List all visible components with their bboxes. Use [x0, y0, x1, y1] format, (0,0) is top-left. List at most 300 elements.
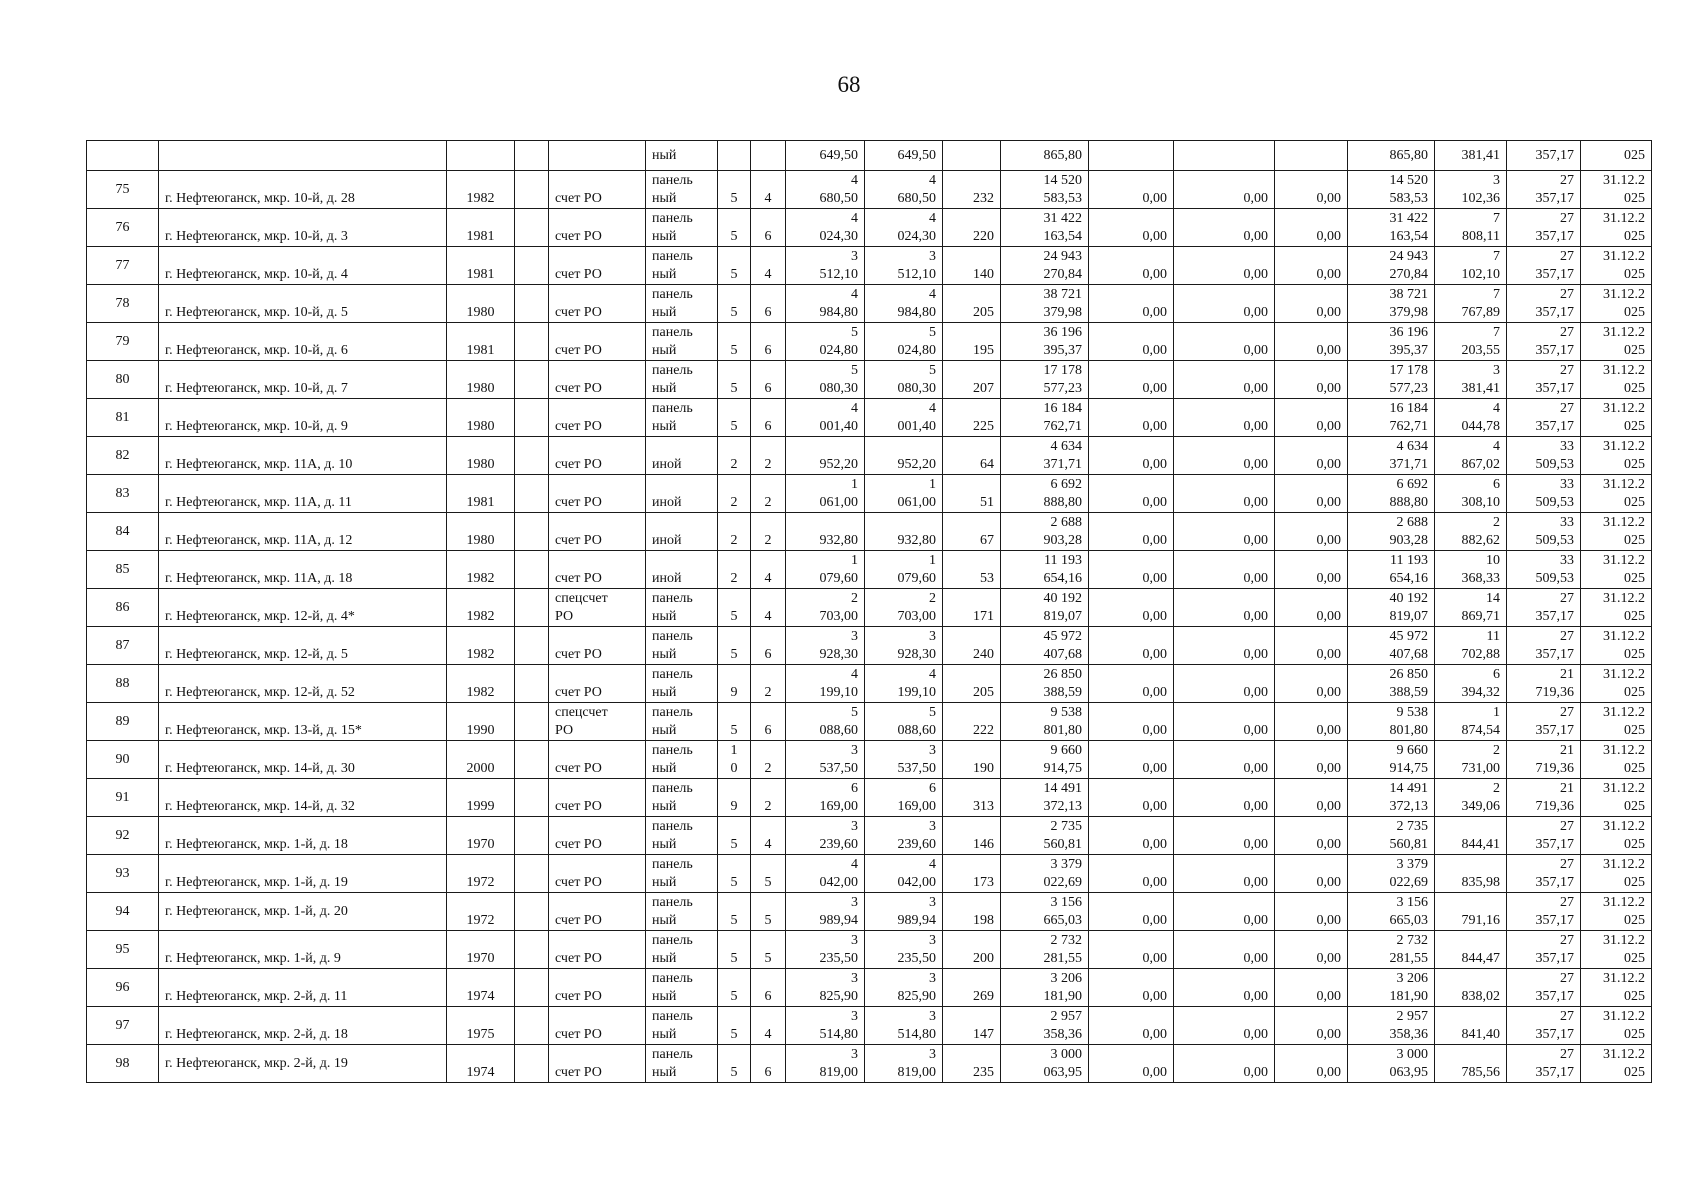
- table-row: [87, 247, 1652, 285]
- empty-cell: [515, 551, 549, 589]
- zero-cell: 0,00: [1174, 1007, 1275, 1045]
- cost-total-cell: 2 732 281,55: [1001, 931, 1089, 969]
- zero-cell: 0,00: [1089, 589, 1174, 627]
- entrances-cell: 5: [751, 893, 786, 931]
- wall-material-cell: иной: [646, 475, 718, 513]
- row-number-cell: 91: [87, 779, 159, 817]
- cost-total-cell: 40 192 819,07: [1001, 589, 1089, 627]
- cost-total-cell: 31 422 163,54: [1001, 209, 1089, 247]
- wall-material-cell: панель ный: [646, 665, 718, 703]
- wall-material-cell: панель ный: [646, 817, 718, 855]
- limit-cell: 27 357,17: [1507, 817, 1581, 855]
- floors-cell: 5: [718, 323, 751, 361]
- zero-cell: 0,00: [1174, 323, 1275, 361]
- limit-cell: 21 719,36: [1507, 779, 1581, 817]
- wall-material-cell: панель ный: [646, 361, 718, 399]
- fund-cell: счет РО: [549, 665, 646, 703]
- area-living-cell: 3 825,90: [865, 969, 943, 1007]
- cost-fund-cell: 14 520 583,53: [1348, 171, 1435, 209]
- area-total-cell: 4 984,80: [786, 285, 865, 323]
- table-row: [87, 399, 1652, 437]
- cost-fund-cell: 45 972 407,68: [1348, 627, 1435, 665]
- table-row: [87, 931, 1652, 969]
- floors-cell: 5: [718, 1007, 751, 1045]
- zero-cell: 0,00: [1089, 513, 1174, 551]
- address-cell: г. Нефтеюганск, мкр. 2-й, д. 18: [159, 1007, 447, 1045]
- empty-cell: [515, 589, 549, 627]
- zero-cell: 0,00: [1174, 589, 1275, 627]
- area-living-cell: 4 984,80: [865, 285, 943, 323]
- area-living-cell: 3 819,00: [865, 1045, 943, 1083]
- fund-cell: счет РО: [549, 399, 646, 437]
- floors-cell: 5: [718, 855, 751, 893]
- deadline-cell: 31.12.2 025: [1581, 475, 1652, 513]
- cost-per-unit-cell: 2 349,06: [1435, 779, 1507, 817]
- address-cell: г. Нефтеюганск, мкр. 10-й, д. 4: [159, 247, 447, 285]
- cell: 865,80: [1348, 141, 1435, 171]
- table-row: [87, 779, 1652, 817]
- cost-total-cell: 9 660 914,75: [1001, 741, 1089, 779]
- residents-cell: 195: [943, 323, 1001, 361]
- zero-cell: 0,00: [1275, 893, 1348, 931]
- table-row-continued: [87, 141, 1652, 171]
- year-cell: 1981: [447, 209, 515, 247]
- cost-total-cell: 36 196 395,37: [1001, 323, 1089, 361]
- floors-cell: 5: [718, 247, 751, 285]
- year-cell: 2000: [447, 741, 515, 779]
- entrances-cell: 6: [751, 285, 786, 323]
- address-cell: г. Нефтеюганск, мкр. 10-й, д. 9: [159, 399, 447, 437]
- row-number-cell: 88: [87, 665, 159, 703]
- empty-cell: [515, 1007, 549, 1045]
- entrances-cell: 6: [751, 399, 786, 437]
- deadline-cell: 31.12.2 025: [1581, 741, 1652, 779]
- wall-material-cell: панель ный: [646, 1007, 718, 1045]
- wall-material-cell: панель ный: [646, 171, 718, 209]
- zero-cell: 0,00: [1174, 741, 1275, 779]
- year-cell: 1970: [447, 817, 515, 855]
- area-total-cell: 3 239,60: [786, 817, 865, 855]
- entrances-cell: 2: [751, 779, 786, 817]
- table-row: [87, 437, 1652, 475]
- limit-cell: 27 357,17: [1507, 285, 1581, 323]
- cost-fund-cell: 14 491 372,13: [1348, 779, 1435, 817]
- zero-cell: 0,00: [1174, 361, 1275, 399]
- floors-cell: 1 0: [718, 741, 751, 779]
- fund-cell: счет РО: [549, 969, 646, 1007]
- row-number-cell: 81: [87, 399, 159, 437]
- area-total-cell: 2 703,00: [786, 589, 865, 627]
- address-cell: г. Нефтеюганск, мкр. 2-й, д. 19: [159, 1045, 447, 1083]
- table-row: [87, 323, 1652, 361]
- limit-cell: 27 357,17: [1507, 627, 1581, 665]
- limit-cell: 27 357,17: [1507, 589, 1581, 627]
- table-row: [87, 285, 1652, 323]
- empty-cell: [515, 247, 549, 285]
- cell: [1275, 141, 1348, 171]
- row-number-cell: 77: [87, 247, 159, 285]
- year-cell: 1982: [447, 627, 515, 665]
- fund-cell: счет РО: [549, 551, 646, 589]
- fund-cell: счет РО: [549, 437, 646, 475]
- zero-cell: 0,00: [1089, 247, 1174, 285]
- cost-total-cell: 38 721 379,98: [1001, 285, 1089, 323]
- cost-fund-cell: 40 192 819,07: [1348, 589, 1435, 627]
- deadline-cell: 31.12.2 025: [1581, 437, 1652, 475]
- limit-cell: 27 357,17: [1507, 171, 1581, 209]
- year-cell: 1982: [447, 589, 515, 627]
- empty-cell: [515, 285, 549, 323]
- address-cell: г. Нефтеюганск, мкр. 11А, д. 18: [159, 551, 447, 589]
- zero-cell: 0,00: [1089, 931, 1174, 969]
- cost-per-unit-cell: 4 867,02: [1435, 437, 1507, 475]
- address-cell: г. Нефтеюганск, мкр. 14-й, д. 30: [159, 741, 447, 779]
- row-number-cell: 95: [87, 931, 159, 969]
- entrances-cell: 5: [751, 931, 786, 969]
- fund-cell: счет РО: [549, 171, 646, 209]
- wall-material-cell: панель ный: [646, 741, 718, 779]
- fund-cell: счет РО: [549, 1045, 646, 1083]
- row-number-cell: 78: [87, 285, 159, 323]
- floors-cell: 5: [718, 703, 751, 741]
- cost-per-unit-cell: 791,16: [1435, 893, 1507, 931]
- limit-cell: 33 509,53: [1507, 437, 1581, 475]
- table-row: [87, 855, 1652, 893]
- deadline-cell: 31.12.2 025: [1581, 817, 1652, 855]
- deadline-cell: 31.12.2 025: [1581, 779, 1652, 817]
- residents-cell: 173: [943, 855, 1001, 893]
- cost-total-cell: 2 735 560,81: [1001, 817, 1089, 855]
- area-living-cell: 3 235,50: [865, 931, 943, 969]
- empty-cell: [515, 209, 549, 247]
- fund-cell: счет РО: [549, 741, 646, 779]
- area-living-cell: 952,20: [865, 437, 943, 475]
- limit-cell: 33 509,53: [1507, 475, 1581, 513]
- cell: 865,80: [1001, 141, 1089, 171]
- address-cell: г. Нефтеюганск, мкр. 10-й, д. 6: [159, 323, 447, 361]
- zero-cell: 0,00: [1089, 969, 1174, 1007]
- cell: [718, 141, 751, 171]
- zero-cell: 0,00: [1275, 171, 1348, 209]
- cost-total-cell: 24 943 270,84: [1001, 247, 1089, 285]
- cost-per-unit-cell: 7 102,10: [1435, 247, 1507, 285]
- wall-material-cell: панель ный: [646, 627, 718, 665]
- deadline-cell: 31.12.2 025: [1581, 209, 1652, 247]
- year-cell: 1974: [447, 969, 515, 1007]
- cost-total-cell: 9 538 801,80: [1001, 703, 1089, 741]
- area-living-cell: 932,80: [865, 513, 943, 551]
- limit-cell: 21 719,36: [1507, 665, 1581, 703]
- cost-total-cell: 3 206 181,90: [1001, 969, 1089, 1007]
- address-cell: г. Нефтеюганск, мкр. 11А, д. 10: [159, 437, 447, 475]
- cost-per-unit-cell: 6 394,32: [1435, 665, 1507, 703]
- cost-total-cell: 14 491 372,13: [1001, 779, 1089, 817]
- cost-fund-cell: 11 193 654,16: [1348, 551, 1435, 589]
- fund-cell: счет РО: [549, 817, 646, 855]
- fund-cell: счет РО: [549, 513, 646, 551]
- empty-cell: [515, 741, 549, 779]
- cost-per-unit-cell: 7 767,89: [1435, 285, 1507, 323]
- zero-cell: 0,00: [1174, 1045, 1275, 1083]
- cost-per-unit-cell: 7 203,55: [1435, 323, 1507, 361]
- wall-material-cell: панель ный: [646, 589, 718, 627]
- wall-material-cell: панель ный: [646, 247, 718, 285]
- zero-cell: 0,00: [1089, 285, 1174, 323]
- table-row: [87, 1045, 1652, 1083]
- residents-cell: 140: [943, 247, 1001, 285]
- zero-cell: 0,00: [1089, 741, 1174, 779]
- area-total-cell: 4 199,10: [786, 665, 865, 703]
- year-cell: 1980: [447, 513, 515, 551]
- zero-cell: 0,00: [1089, 361, 1174, 399]
- cost-per-unit-cell: 2 731,00: [1435, 741, 1507, 779]
- cost-total-cell: 6 692 888,80: [1001, 475, 1089, 513]
- zero-cell: 0,00: [1275, 627, 1348, 665]
- area-living-cell: 4 042,00: [865, 855, 943, 893]
- cost-total-cell: 3 379 022,69: [1001, 855, 1089, 893]
- year-cell: 1975: [447, 1007, 515, 1045]
- zero-cell: 0,00: [1275, 1007, 1348, 1045]
- zero-cell: 0,00: [1174, 817, 1275, 855]
- fund-cell: счет РО: [549, 361, 646, 399]
- table-row: [87, 893, 1652, 931]
- row-number-cell: 86: [87, 589, 159, 627]
- floors-cell: 5: [718, 285, 751, 323]
- zero-cell: 0,00: [1275, 475, 1348, 513]
- zero-cell: 0,00: [1275, 551, 1348, 589]
- row-number-cell: 97: [87, 1007, 159, 1045]
- area-living-cell: 4 024,30: [865, 209, 943, 247]
- limit-cell: 27 357,17: [1507, 969, 1581, 1007]
- cell: [447, 141, 515, 171]
- cell: [751, 141, 786, 171]
- residents-cell: 198: [943, 893, 1001, 931]
- floors-cell: 5: [718, 893, 751, 931]
- deadline-cell: 31.12.2 025: [1581, 513, 1652, 551]
- empty-cell: [515, 171, 549, 209]
- address-cell: г. Нефтеюганск, мкр. 10-й, д. 28: [159, 171, 447, 209]
- year-cell: 1980: [447, 437, 515, 475]
- empty-cell: [515, 475, 549, 513]
- limit-cell: 27 357,17: [1507, 323, 1581, 361]
- floors-cell: 9: [718, 779, 751, 817]
- limit-cell: 27 357,17: [1507, 1045, 1581, 1083]
- entrances-cell: 4: [751, 817, 786, 855]
- row-number-cell: 89: [87, 703, 159, 741]
- cost-fund-cell: 4 634 371,71: [1348, 437, 1435, 475]
- row-number-cell: 75: [87, 171, 159, 209]
- cost-fund-cell: 9 660 914,75: [1348, 741, 1435, 779]
- year-cell: 1972: [447, 855, 515, 893]
- zero-cell: 0,00: [1089, 437, 1174, 475]
- zero-cell: 0,00: [1174, 627, 1275, 665]
- cost-fund-cell: 36 196 395,37: [1348, 323, 1435, 361]
- entrances-cell: 6: [751, 703, 786, 741]
- zero-cell: 0,00: [1174, 399, 1275, 437]
- zero-cell: 0,00: [1275, 437, 1348, 475]
- address-cell: г. Нефтеюганск, мкр. 10-й, д. 7: [159, 361, 447, 399]
- table-row: [87, 209, 1652, 247]
- fund-cell: счет РО: [549, 931, 646, 969]
- deadline-cell: 31.12.2 025: [1581, 931, 1652, 969]
- wall-material-cell: иной: [646, 437, 718, 475]
- row-number-cell: 83: [87, 475, 159, 513]
- empty-cell: [515, 627, 549, 665]
- address-cell: г. Нефтеюганск, мкр. 10-й, д. 3: [159, 209, 447, 247]
- entrances-cell: 5: [751, 855, 786, 893]
- floors-cell: 2: [718, 513, 751, 551]
- cost-fund-cell: 3 206 181,90: [1348, 969, 1435, 1007]
- cost-total-cell: 14 520 583,53: [1001, 171, 1089, 209]
- area-living-cell: 5 080,30: [865, 361, 943, 399]
- cell: 649,50: [865, 141, 943, 171]
- entrances-cell: 4: [751, 551, 786, 589]
- zero-cell: 0,00: [1174, 437, 1275, 475]
- cost-per-unit-cell: 785,56: [1435, 1045, 1507, 1083]
- table-row: [87, 1007, 1652, 1045]
- cost-per-unit-cell: 3 381,41: [1435, 361, 1507, 399]
- table-row: [87, 817, 1652, 855]
- year-cell: 1980: [447, 361, 515, 399]
- fund-cell: счет РО: [549, 247, 646, 285]
- entrances-cell: 4: [751, 247, 786, 285]
- entrances-cell: 6: [751, 969, 786, 1007]
- table-row: [87, 969, 1652, 1007]
- area-total-cell: 3 989,94: [786, 893, 865, 931]
- fund-cell: счет РО: [549, 285, 646, 323]
- area-total-cell: 1 061,00: [786, 475, 865, 513]
- entrances-cell: 2: [751, 437, 786, 475]
- year-cell: 1982: [447, 171, 515, 209]
- entrances-cell: 6: [751, 627, 786, 665]
- cost-per-unit-cell: 844,47: [1435, 931, 1507, 969]
- fund-cell: спецсчет РО: [549, 703, 646, 741]
- address-cell: г. Нефтеюганск, мкр. 1-й, д. 18: [159, 817, 447, 855]
- year-cell: 1981: [447, 475, 515, 513]
- cost-per-unit-cell: 3 102,36: [1435, 171, 1507, 209]
- table-row: [87, 171, 1652, 209]
- residents-cell: 171: [943, 589, 1001, 627]
- zero-cell: 0,00: [1275, 323, 1348, 361]
- cost-fund-cell: 16 184 762,71: [1348, 399, 1435, 437]
- cost-fund-cell: 6 692 888,80: [1348, 475, 1435, 513]
- zero-cell: 0,00: [1275, 1045, 1348, 1083]
- area-total-cell: 4 024,30: [786, 209, 865, 247]
- cell: [1089, 141, 1174, 171]
- table-row: [87, 513, 1652, 551]
- row-number-cell: 96: [87, 969, 159, 1007]
- table-row: [87, 627, 1652, 665]
- zero-cell: 0,00: [1275, 855, 1348, 893]
- cost-total-cell: 3 156 665,03: [1001, 893, 1089, 931]
- zero-cell: 0,00: [1174, 551, 1275, 589]
- empty-cell: [515, 399, 549, 437]
- empty-cell: [515, 779, 549, 817]
- row-number-cell: 85: [87, 551, 159, 589]
- cell: [515, 141, 549, 171]
- zero-cell: 0,00: [1275, 741, 1348, 779]
- zero-cell: 0,00: [1174, 893, 1275, 931]
- fund-cell: счет РО: [549, 627, 646, 665]
- zero-cell: 0,00: [1174, 703, 1275, 741]
- year-cell: 1990: [447, 703, 515, 741]
- wall-material-cell: панель ный: [646, 703, 718, 741]
- area-living-cell: 1 079,60: [865, 551, 943, 589]
- floors-cell: 5: [718, 1045, 751, 1083]
- table-row: [87, 665, 1652, 703]
- zero-cell: 0,00: [1275, 931, 1348, 969]
- zero-cell: 0,00: [1275, 969, 1348, 1007]
- zero-cell: 0,00: [1089, 779, 1174, 817]
- limit-cell: 27 357,17: [1507, 361, 1581, 399]
- entrances-cell: 2: [751, 665, 786, 703]
- deadline-cell: 31.12.2 025: [1581, 589, 1652, 627]
- area-living-cell: 3 928,30: [865, 627, 943, 665]
- zero-cell: 0,00: [1275, 513, 1348, 551]
- wall-material-cell: панель ный: [646, 893, 718, 931]
- limit-cell: 27 357,17: [1507, 247, 1581, 285]
- zero-cell: 0,00: [1174, 513, 1275, 551]
- wall-material-cell: панель ный: [646, 779, 718, 817]
- table-row: [87, 551, 1652, 589]
- deadline-cell: 31.12.2 025: [1581, 1045, 1652, 1083]
- residents-cell: 205: [943, 285, 1001, 323]
- zero-cell: 0,00: [1089, 703, 1174, 741]
- cost-total-cell: 45 972 407,68: [1001, 627, 1089, 665]
- zero-cell: 0,00: [1089, 627, 1174, 665]
- year-cell: 1974: [447, 1045, 515, 1083]
- wall-material-cell: панель ный: [646, 931, 718, 969]
- cost-fund-cell: 31 422 163,54: [1348, 209, 1435, 247]
- cost-total-cell: 17 178 577,23: [1001, 361, 1089, 399]
- address-cell: г. Нефтеюганск, мкр. 11А, д. 12: [159, 513, 447, 551]
- area-total-cell: 5 088,60: [786, 703, 865, 741]
- cost-per-unit-cell: 14 869,71: [1435, 589, 1507, 627]
- address-cell: г. Нефтеюганск, мкр. 11А, д. 11: [159, 475, 447, 513]
- area-total-cell: 5 024,80: [786, 323, 865, 361]
- area-total-cell: 4 001,40: [786, 399, 865, 437]
- area-living-cell: 1 061,00: [865, 475, 943, 513]
- address-cell: г. Нефтеюганск, мкр. 12-й, д. 4*: [159, 589, 447, 627]
- zero-cell: 0,00: [1275, 817, 1348, 855]
- cost-fund-cell: 26 850 388,59: [1348, 665, 1435, 703]
- zero-cell: 0,00: [1275, 247, 1348, 285]
- limit-cell: 33 509,53: [1507, 513, 1581, 551]
- empty-cell: [515, 817, 549, 855]
- residents-cell: 313: [943, 779, 1001, 817]
- zero-cell: 0,00: [1174, 171, 1275, 209]
- area-total-cell: 3 512,10: [786, 247, 865, 285]
- wall-material-cell: иной: [646, 551, 718, 589]
- year-cell: 1981: [447, 247, 515, 285]
- register-body: [87, 141, 1652, 1083]
- row-number-cell: 82: [87, 437, 159, 475]
- cell: 381,41: [1435, 141, 1507, 171]
- cost-total-cell: 2 688 903,28: [1001, 513, 1089, 551]
- cell: 025: [1581, 141, 1652, 171]
- deadline-cell: 31.12.2 025: [1581, 665, 1652, 703]
- cost-total-cell: 11 193 654,16: [1001, 551, 1089, 589]
- floors-cell: 2: [718, 475, 751, 513]
- cost-fund-cell: 24 943 270,84: [1348, 247, 1435, 285]
- area-total-cell: 3 235,50: [786, 931, 865, 969]
- floors-cell: 5: [718, 627, 751, 665]
- row-number-cell: 76: [87, 209, 159, 247]
- year-cell: 1982: [447, 551, 515, 589]
- residents-cell: 53: [943, 551, 1001, 589]
- floors-cell: 9: [718, 665, 751, 703]
- cost-fund-cell: 3 379 022,69: [1348, 855, 1435, 893]
